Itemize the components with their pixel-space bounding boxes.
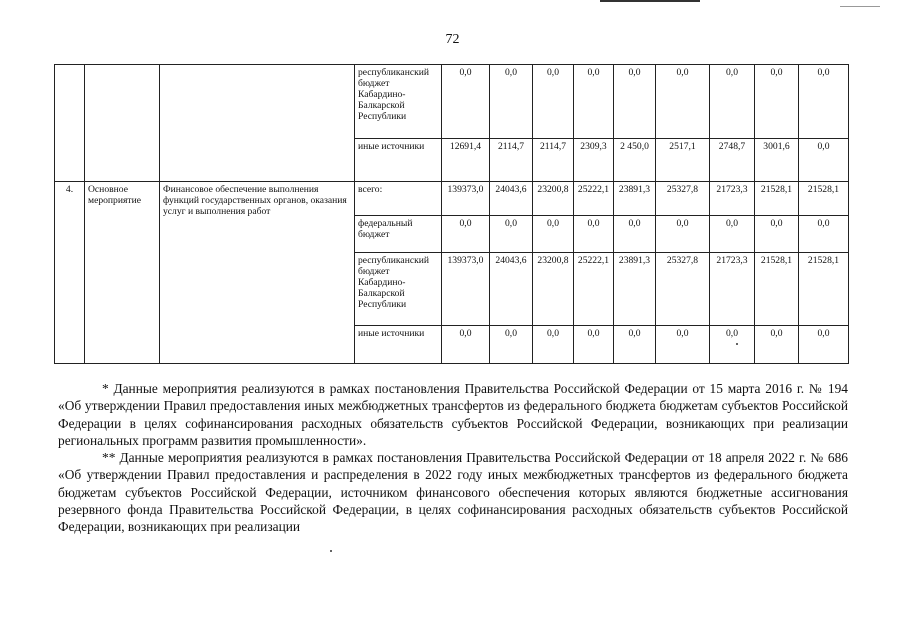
value-cell: 25222,1 <box>574 253 614 326</box>
value-cell: 23200,8 <box>533 253 574 326</box>
scan-speck <box>736 343 738 345</box>
table-row <box>55 65 849 139</box>
value-cell: 24043,6 <box>490 182 533 216</box>
value-cell: 0,0 <box>574 326 614 364</box>
value-cell: 25327,8 <box>656 253 710 326</box>
value-cell: 0,0 <box>656 65 710 139</box>
value-cell: 0,0 <box>710 326 755 364</box>
value-cell: 21528,1 <box>799 253 849 326</box>
footnotes <box>58 380 848 536</box>
value-cell: 0,0 <box>442 216 490 253</box>
footnote-1: * Данные мероприятия реализуются в рамках постановления Правительства Российской Федерации от 15 марта 2016 г. № 194 «Об утверждении Правил предоставления иных межбюджетных трансфертов из федерального бюджета бюджетам субъектов Российской Федерации в целях софинансирования расходных обязательств субъектов Российской Федерации, возникающих при реализации региональных программ развития промышленности». <box>58 381 848 448</box>
value-cell: 2309,3 <box>574 139 614 182</box>
page-number: 72 <box>445 32 460 47</box>
value-cell: 0,0 <box>614 216 656 253</box>
table-row <box>55 182 849 216</box>
value-cell: 0,0 <box>755 216 799 253</box>
source-cell: федеральный бюджет <box>355 216 442 253</box>
name-cell: Финансовое обеспечение выполнения функций государственных органов, оказания услуг и выполнения работ <box>160 182 355 364</box>
value-cell: 0,0 <box>533 65 574 139</box>
value-cell: 0,0 <box>614 65 656 139</box>
value-cell: 2114,7 <box>533 139 574 182</box>
index-cell <box>55 65 85 182</box>
value-cell: 24043,6 <box>490 253 533 326</box>
value-cell: 139373,0 <box>442 182 490 216</box>
value-cell: 2748,7 <box>710 139 755 182</box>
value-cell: 21528,1 <box>755 182 799 216</box>
source-cell: иные источники <box>355 326 442 364</box>
scan-artifact-mark <box>840 6 880 7</box>
value-cell: 0,0 <box>755 65 799 139</box>
type-cell <box>85 65 160 182</box>
value-cell: 0,0 <box>710 216 755 253</box>
value-cell: 0,0 <box>574 65 614 139</box>
budget-table <box>54 64 849 364</box>
value-cell: 0,0 <box>490 326 533 364</box>
value-cell: 0,0 <box>490 65 533 139</box>
value-cell: 21723,3 <box>710 253 755 326</box>
value-cell: 21723,3 <box>710 182 755 216</box>
source-cell: всего: <box>355 182 442 216</box>
value-cell: 139373,0 <box>442 253 490 326</box>
value-cell: 0,0 <box>490 216 533 253</box>
footnote-2: ** Данные мероприятия реализуются в рамках постановления Правительства Российской Федерации от 18 апреля 2022 г. № 686 «Об утверждении Правил предоставления и распределения в 2022 году иных межбюджетных трансфертов из федерального бюджета бюджетам субъектов Российской Федерации, источником финансового обеспечения которых являются бюджетные ассигнования резервного фонда Правительства Российской Федерации, в целях софинансирования расходных обязательств субъектов Российской Федерации, возникающих при реализации <box>58 450 848 535</box>
value-cell: 0,0 <box>710 65 755 139</box>
value-cell: 0,0 <box>574 216 614 253</box>
value-cell: 0,0 <box>442 326 490 364</box>
value-cell: 12691,4 <box>442 139 490 182</box>
value-cell: 0,0 <box>755 326 799 364</box>
value-cell: 0,0 <box>442 65 490 139</box>
value-cell: 23891,3 <box>614 182 656 216</box>
value-cell: 2517,1 <box>656 139 710 182</box>
value-cell: 25222,1 <box>574 182 614 216</box>
value-cell: 2 450,0 <box>614 139 656 182</box>
value-cell: 21528,1 <box>755 253 799 326</box>
value-cell: 23200,8 <box>533 182 574 216</box>
value-cell: 0,0 <box>533 216 574 253</box>
value-cell: 0,0 <box>799 216 849 253</box>
value-cell: 21528,1 <box>799 182 849 216</box>
name-cell <box>160 65 355 182</box>
value-cell: 0,0 <box>614 326 656 364</box>
value-cell: 0,0 <box>533 326 574 364</box>
source-cell: республиканский бюджет Кабардино-Балкарской Республики <box>355 65 442 139</box>
value-cell: 0,0 <box>656 326 710 364</box>
value-cell: 0,0 <box>799 65 849 139</box>
source-cell: иные источники <box>355 139 442 182</box>
value-cell: 25327,8 <box>656 182 710 216</box>
value-cell: 0,0 <box>799 139 849 182</box>
value-cell: 3001,6 <box>755 139 799 182</box>
value-cell: 2114,7 <box>490 139 533 182</box>
scan-speck <box>330 550 332 552</box>
value-cell: 23891,3 <box>614 253 656 326</box>
scan-artifact-mark <box>600 0 700 2</box>
type-cell: Основное мероприятие <box>85 182 160 364</box>
source-cell: республиканский бюджет Кабардино-Балкарской Республики <box>355 253 442 326</box>
value-cell: 0,0 <box>656 216 710 253</box>
value-cell: 0,0 <box>799 326 849 364</box>
index-cell: 4. <box>55 182 85 364</box>
